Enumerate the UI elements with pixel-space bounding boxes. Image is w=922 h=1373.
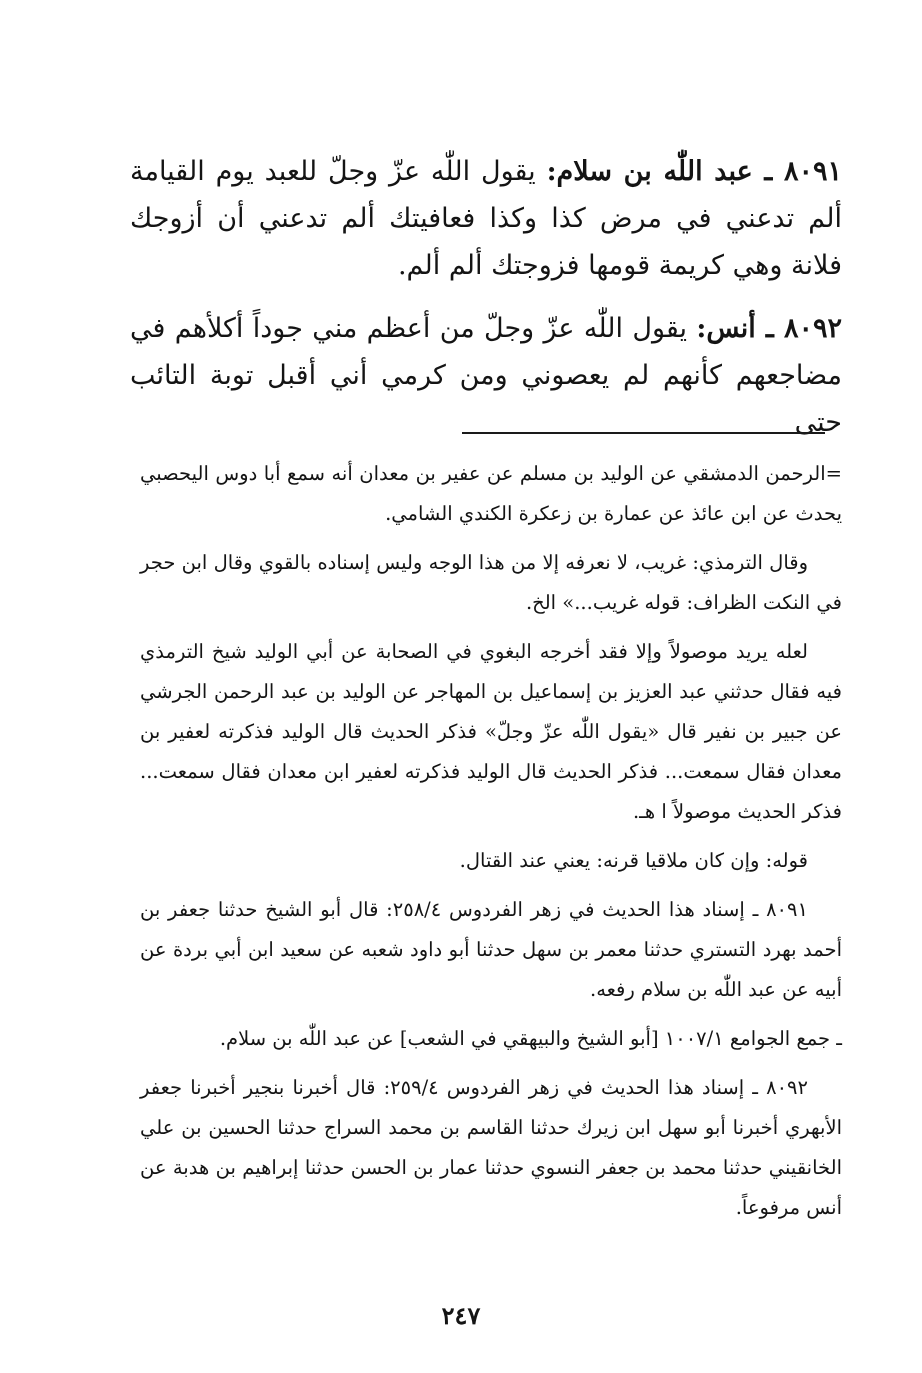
hadith-entry-8091	[130, 148, 842, 289]
entry-body: يقول اللّٰه عزّ وجلّ من أعظم مني جوداً أكلأهم في مضاجعهم كأنهم لم يعصوني ومن كرمي أني أقبل توبة التائب حتى	[130, 313, 842, 438]
footnote-paragraph: لعله يريد موصولاً وإلا فقد أخرجه البغوي في الصحابة عن أبي الوليد شيخ الترمذي فيه فقال حدثني عبد العزيز بن إسماعيل بن المهاجر عن الوليد بن عبد الرحمن الجرشي عن جبير بن نفير قال «يقول اللّٰه عزّ وجلّ» فذكر الحديث قال الوليد فذكرته لعفير بن معدان فقال سمعت... فذكر الحديث قال الوليد فذكرته لعفير ابن معدان فقال سمعت... فذكر الحديث موصولاً ا هـ.	[140, 640, 842, 823]
footnote-paragraph: وقال الترمذي: غريب، لا نعرفه إلا من هذا الوجه وليس إسناده بالقوي وقال ابن حجر في النكت الظراف: قوله غريب...» الخ.	[140, 551, 842, 614]
footnotes-section	[140, 454, 842, 1237]
footnote-divider	[462, 432, 825, 434]
page-number: ٢٤٧	[441, 1301, 481, 1330]
footnote-paragraph: ٨٠٩٢ ـ إسناد هذا الحديث في زهر الفردوس ٢٥٩/٤: قال أخبرنا بنجير أخبرنا جعفر الأبهري أخبرنا أبو سهل ابن زيرك حدثنا القاسم بن محمد السراج حدثنا الحسين بن علي الخانقيني حدثنا محمد بن جعفر النسوي حدثنا عمار بن الحسن حدثنا إبراهيم بن هدبة عن أنس مرفوعاً.	[140, 1076, 842, 1219]
entry-heading: ٨٠٩٢ ـ أنس:	[696, 313, 842, 344]
footnote-paragraph: =الرحمن الدمشقي عن الوليد بن مسلم عن عفير بن معدان أنه سمع أبا دوس اليحصبي يحدث عن ابن عائذ عن عمارة بن زعكرة الكندي الشامي.	[140, 462, 842, 525]
footnote-paragraph: ٨٠٩١ ـ إسناد هذا الحديث في زهر الفردوس ٢٥٨/٤: قال أبو الشيخ حدثنا جعفر بن أحمد بهرد التستري حدثنا معمر بن سهل حدثنا أبو داود شعبه عن سعيد ابن أبي بردة عن أبيه عن عبد اللّٰه بن سلام رفعه.	[140, 898, 842, 1001]
footnote-paragraph: ـ جمع الجوامع ١٠٠٧/١ [أبو الشيخ والبيهقي في الشعب] عن عبد اللّٰه بن سلام.	[219, 1027, 842, 1050]
main-text	[130, 148, 842, 462]
entry-heading: ٨٠٩١ ـ عبد اللّٰه بن سلام:	[546, 156, 843, 187]
footnote-paragraph: قوله: وإن كان ملاقيا قرنه: يعني عند القتال.	[459, 849, 808, 872]
entry-body: يقول اللّٰه عزّ وجلّ للعبد يوم القيامة ألم تدعني في مرض كذا وكذا فعافيتك ألم تدعني أن أزوجك فلانة وهي كريمة قومها فزوجتك ألم ألم.	[130, 156, 842, 281]
hadith-entry-8092	[130, 305, 842, 446]
